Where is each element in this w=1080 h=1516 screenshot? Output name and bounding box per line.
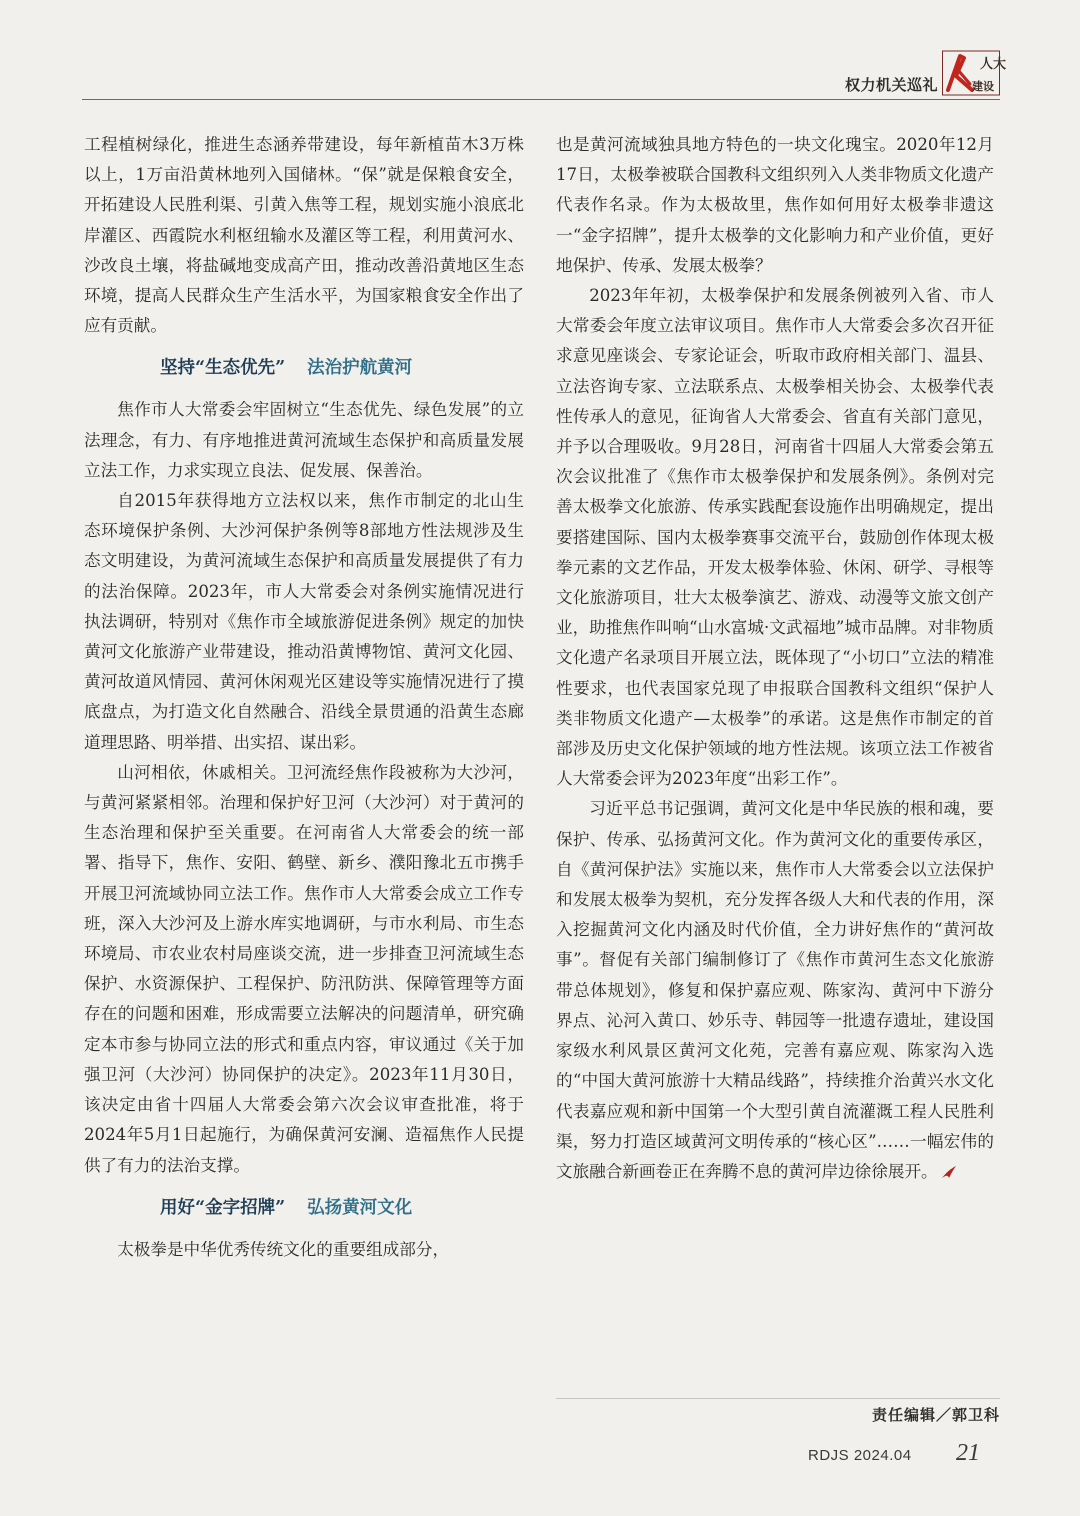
heading-2-part-a: 用好“金字招牌” (160, 1197, 286, 1218)
section-heading-ecology (84, 353, 524, 383)
left-paragraph-1: 工程植树绿化，推进生态涵养带建设，每年新植苗木3万株以上，1万亩沿黄林地列入国储林。“保”就是保粮食安全，开拓建设人民胜利渠、引黄入焦等工程，规划实施小浪底北岸灌区、西霞院水利枢纽输水及灌区等工程，利用黄河水、沙改良土壤，将盐碱地变成高产田，推动改善沿黄地区生态环境，提高人民群众生产生活水平，为国家粮食安全作出了应有贡献。 (84, 135, 524, 336)
logo-text-bottom: 建设 (972, 80, 994, 93)
logo-text-top: 人大 (980, 57, 1007, 72)
renda-jianshe-logo (942, 50, 1007, 96)
footer-issue: RDJS 2024.04 (808, 1447, 912, 1464)
right-paragraph-1: 也是黄河流域独具地方特色的一块文化瑰宝。2020年12月17日，太极拳被联合国教科文组织列入人类非物质文化遗产代表作名录。作为太极故里，焦作如何用好太极拳非遗这一“金字招牌”，提升太极拳的文化影响力和产业价值，更好地保护、传承、发展太极拳？ (556, 135, 994, 275)
left-paragraph-5: 太极拳是中华优秀传统文化的重要组成部分， (117, 1239, 450, 1259)
right-paragraph-3-text: 习近平总书记强调，黄河文化是中华民族的根和魂，要保护、传承、弘扬黄河文化。作为黄河文化的重要传承区，自《黄河保护法》实施以来，焦作市人大常委会以立法保护和发展太极拳为契机，充分发挥各级人大和代表的作用，深入挖掘黄河文化内涵及时代价值，全力讲好焦作的“黄河故事”。督促有关部门编制修订了《焦作市黄河生态文化旅游带总体规划》，修复和保护嘉应观、陈家沟、黄河中下游分界点、沁河入黄口、妙乐寺、韩园等一批遗存遗址，建设国家级水利风景区黄河文化苑，完善有嘉应观、陈家沟入选的“中国大黄河旅游十大精品线路”，持续推介治黄兴水文化代表嘉应观和新中国第一个大型引黄自流灌溉工程人民胜利渠，努力打造区域黄河文明传承的“核心区”……一幅宏伟的文旅融合新画卷正在奔腾不息的黄河岸边徐徐展开。 (556, 799, 994, 1181)
left-paragraph-4: 山河相依，休戚相关。卫河流经焦作段被称为大沙河，与黄河紧紧相邻。治理和保护好卫河（大沙河）对于黄河的生态治理和保护至关重要。在河南省人大常委会的统一部署、指导下，焦作、安阳、鹤壁、新乡、濮阳豫北五市携手开展卫河流域协同立法工作。焦作市人大常委会成立工作专班，深入大沙河及上游水库实地调研，与市水利局、市生态环境局、市农业农村局座谈交流，进一步排查卫河流域生态保护、水资源保护、工程保护、防汛防洪、保障管理等方面存在的问题和困难，形成需要立法解决的问题清单，研究确定本市参与协同立法的形式和重点内容，审议通过《关于加强卫河（大沙河）协同保护的决定》。2023年11月30日，该决定由省十四届人大常委会第六次会议审查批准，将于2024年5月1日起施行，为确保黄河安澜、造福焦作人民提供了有力的法治支撑。 (84, 762, 524, 1175)
article-end-mark-icon (941, 1165, 957, 1179)
left-column (84, 130, 524, 1265)
editor-divider (556, 1398, 1000, 1399)
responsible-editor: 责任编辑／郭卫科 (871, 1406, 1000, 1424)
right-paragraph-3 (556, 794, 994, 1187)
left-paragraph-2: 焦作市人大常委会牢固树立“生态优先、绿色发展”的立法理念，有力、有序地推进黄河流域生态保护和高质量发展立法工作，力求实现立良法、促发展、保善治。 (84, 400, 524, 480)
heading-1-part-a: 坚持“生态优先” (160, 358, 286, 379)
section-label: 权力机关巡礼 (844, 76, 938, 94)
section-heading-culture (84, 1193, 524, 1223)
right-paragraph-2: 2023年年初，太极拳保护和发展条例被列入省、市人大常委会年度立法审议项目。焦作市人大常委会多次召开征求意见座谈会、专家论证会，听取市政府相关部门、温县、立法咨询专家、立法联系点、太极拳相关协会、太极拳代表性传承人的意见，征询省人大常委会、省直有关部门意见，并予以合理吸收。9月28日，河南省十四届人大常委会第五次会议批准了《焦作市太极拳保护和发展条例》。条例对完善太极拳文化旅游、传承实践配套设施作出明确规定，提出要搭建国际、国内太极拳赛事交流平台，鼓励创作体现太极拳元素的文艺作品，开发太极拳体验、休闲、研学、寻根等文化旅游项目，壮大太极拳演艺、游戏、动漫等文旅文创产业，助推焦作叫响“山水富城·文武福地”城市品牌。对非物质文化遗产名录项目开展立法，既体现了“小切口”立法的精准性要求，也代表国家兑现了申报联合国教科文组织“保护人类非物质文化遗产—太极拳”的承诺。这是焦作市制定的首部涉及历史文化保护领域的地方性法规。该项立法工作被省人大常委会评为2023年度“出彩工作”。 (556, 286, 994, 789)
page-number: 21 (956, 1440, 980, 1466)
header-rule (82, 99, 1000, 100)
left-paragraph-3: 自2015年获得地方立法权以来，焦作市制定的北山生态环境保护条例、大沙河保护条例等8部地方性法规涉及生态文明建设，为黄河流域生态保护和高质量发展提供了有力的法治保障。2023年，市人大常委会对条例实施情况进行执法调研，特别对《焦作市全域旅游促进条例》规定的加快黄河文化旅游产业带建设，推动沿黄博物馆、黄河文化园、黄河故道风情园、黄河休闲观光区建设等实施情况进行了摸底盘点，为打造文化自然融合、沿线全景贯通的沿黄生态廊道理思路、明举措、出实招、谋出彩。 (84, 491, 524, 752)
right-column (556, 130, 994, 1187)
heading-2-part-b: 弘扬黄河文化 (307, 1197, 413, 1218)
heading-1-part-b: 法治护航黄河 (307, 358, 413, 379)
